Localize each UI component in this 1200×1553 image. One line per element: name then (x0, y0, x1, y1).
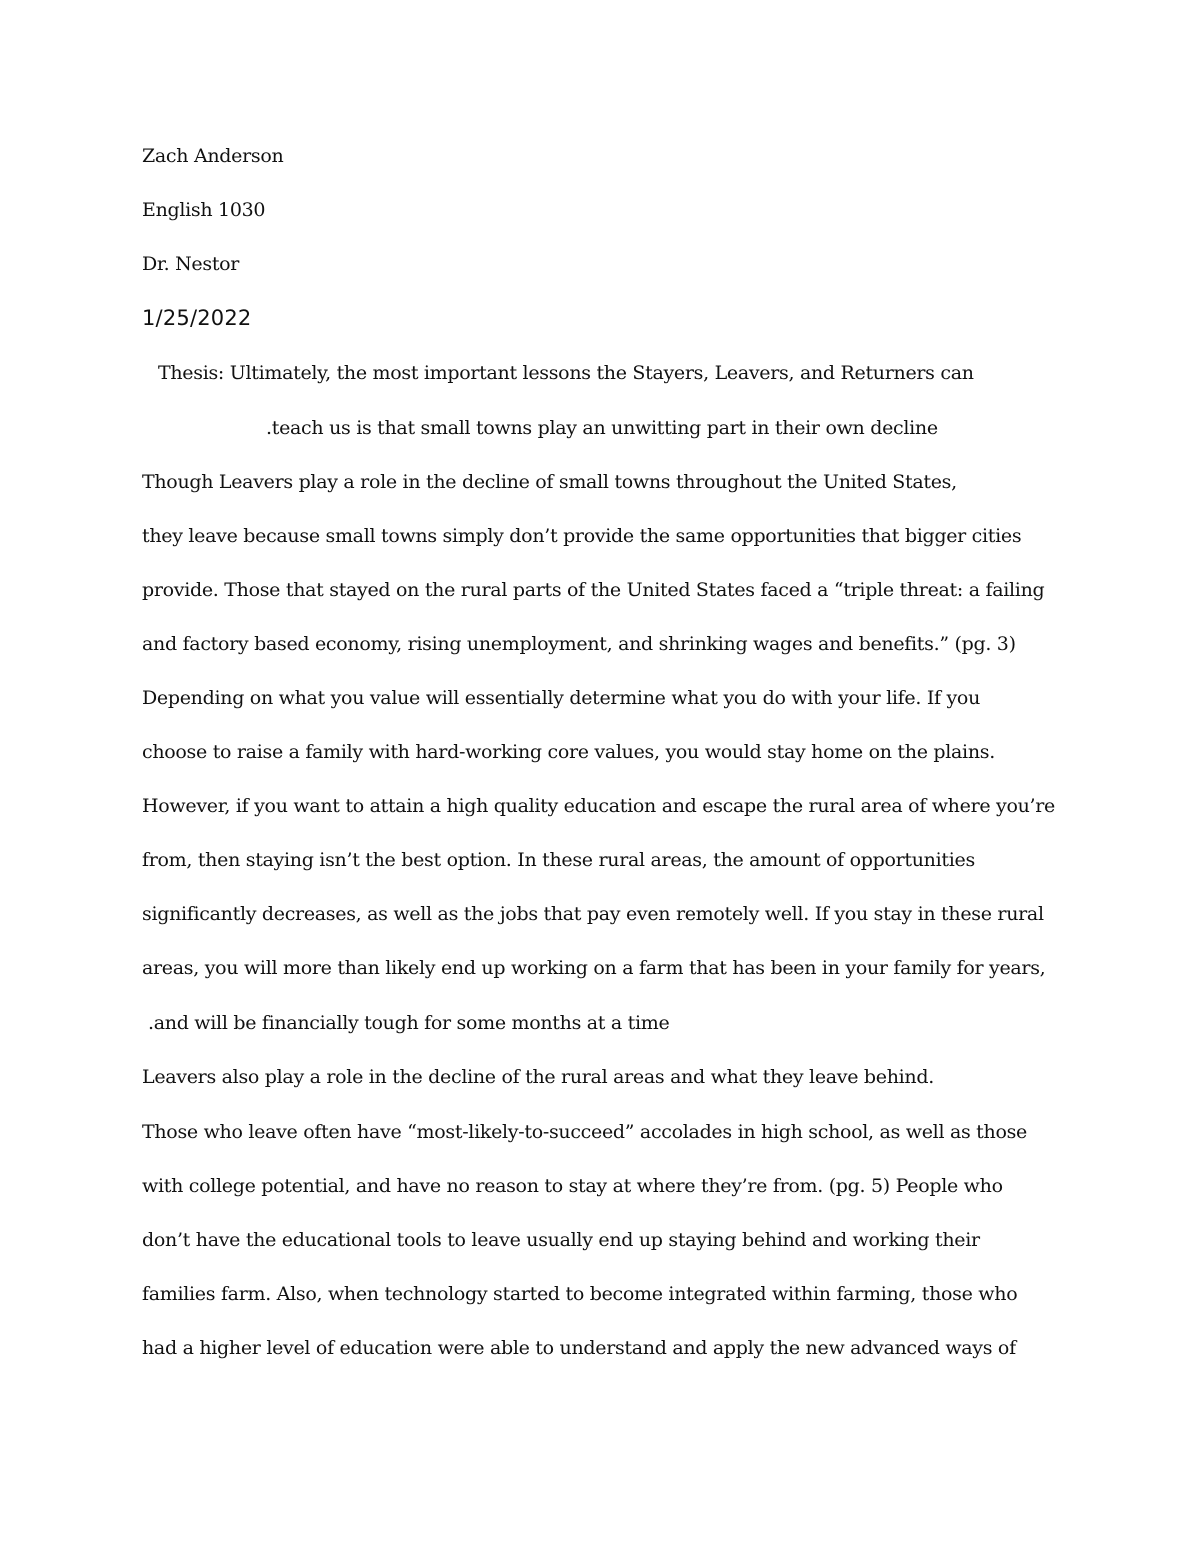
author-name: Zach Anderson (142, 145, 284, 167)
body-line: they leave because small towns simply don’t provide the same opportunities that bigger cities (142, 525, 1022, 547)
body-line: significantly decreases, as well as the jobs that pay even remotely well. If you stay in these rural (142, 903, 1044, 925)
body-line: choose to raise a family with hard-working core values, you would stay home on the plains. (142, 741, 995, 763)
body-line: .and will be financially tough for some months at a time (148, 1012, 670, 1034)
body-line: families farm. Also, when technology started to become integrated within farming, those who (142, 1283, 1018, 1305)
body-line: with college potential, and have no reason to stay at where they’re from. (pg. 5) People who (142, 1175, 1003, 1197)
body-line: Leavers also play a role in the decline of the rural areas and what they leave behind. (142, 1066, 934, 1088)
body-line: had a higher level of education were able to understand and apply the new advanced ways of (142, 1337, 1016, 1359)
body-line: and factory based economy, rising unemployment, and shrinking wages and benefits.” (pg. 3) (142, 633, 1016, 655)
body-line: Depending on what you value will essentially determine what you do with your life. If you (142, 687, 981, 709)
body-line: from, then staying isn’t the best option. In these rural areas, the amount of opportunities (142, 849, 975, 871)
body-line: Though Leavers play a role in the decline of small towns throughout the United States, (142, 471, 957, 493)
thesis-line-2: .teach us is that small towns play an unwitting part in their own decline (266, 417, 938, 439)
body-line: Those who leave often have “most-likely-to-succeed” accolades in high school, as well as those (142, 1121, 1027, 1143)
body-line: don’t have the educational tools to leave usually end up staying behind and working their (142, 1229, 980, 1251)
body-line: provide. Those that stayed on the rural parts of the United States faced a “triple threat: a failing (142, 579, 1045, 601)
body-line: However, if you want to attain a high quality education and escape the rural area of where you’re (142, 795, 1056, 817)
document-date: 1/25/2022 (142, 306, 252, 330)
body-line: areas, you will more than likely end up working on a farm that has been in your family for years, (142, 957, 1046, 979)
course-name: English 1030 (142, 199, 266, 221)
thesis-line-1: Thesis: Ultimately, the most important lessons the Stayers, Leavers, and Returners can (158, 362, 974, 384)
instructor-name: Dr. Nestor (142, 253, 240, 275)
